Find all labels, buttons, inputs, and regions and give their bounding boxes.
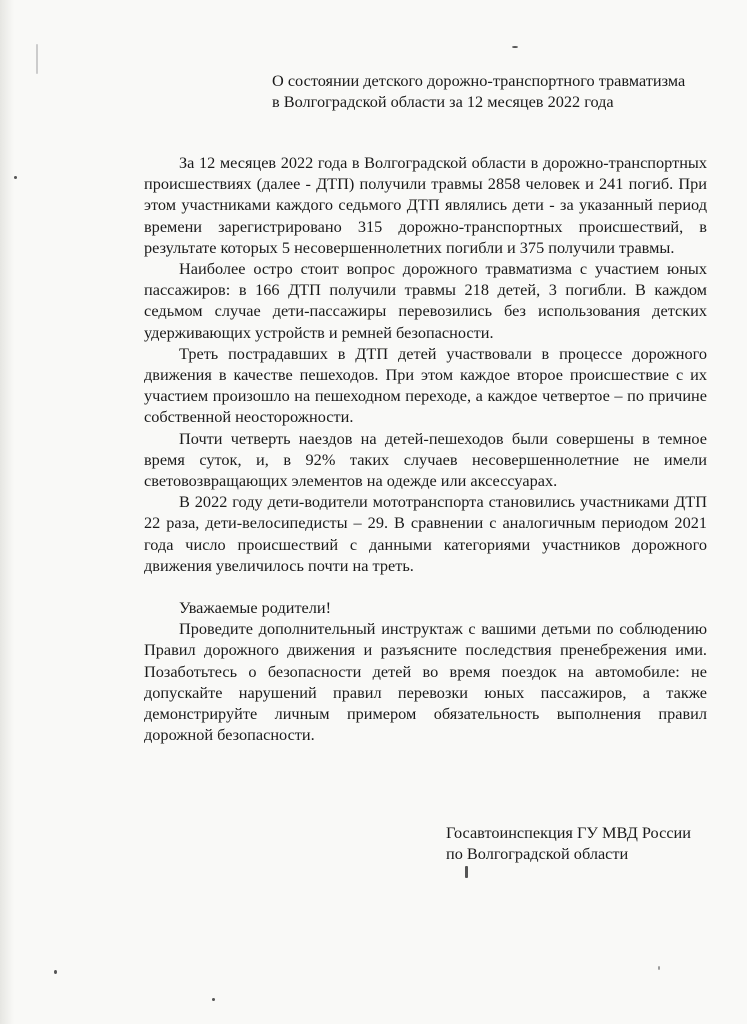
scan-edge-shadow <box>0 0 14 1024</box>
paragraph-statistics: За 12 месяцев 2022 года в Волгоградской области в дорожно-транспортных происшествиях (далее - ДТП) получили травмы 2858 человек и 241 погиб. При этом участниками каждого седьмого ДТП являлись дети - за указанный период времени зарегистрировано 315 дорожно-транспортных происшествий, в результате которых 5 несовершеннолетних погибли и 375 получили травмы. <box>144 153 707 257</box>
title-line-2: в Волгоградской области за 12 месяцев 2022 года <box>272 92 614 111</box>
title-line-1: О состоянии детского дорожно-транспортного травматизма <box>272 71 686 90</box>
paragraph-pedestrians: Треть пострадавших в ДТП детей участвовали в процессе дорожного движения в качестве пешеходов. При этом каждое второе происшествие с их участием произошло на пешеходном переходе, а каждое четвертое – по причине собственной неосторожности. <box>144 343 707 427</box>
scan-speck <box>54 970 57 974</box>
scan-speck <box>512 46 518 48</box>
scan-speck <box>465 866 468 878</box>
document-body <box>144 152 707 745</box>
paragraph-drivers: В 2022 году дети-водители мототранспорта становились участниками ДТП 22 раза, дети-велосипедисты – 29. В сравнении с аналогичным периодом 2021 года число происшествий с данными категориями участников дорожного движения увеличилось почти на треть. <box>144 492 707 575</box>
signature-line-1: Госавтоинспекция ГУ МВД России <box>446 823 691 842</box>
scan-speck <box>658 966 660 970</box>
document-title <box>272 70 732 112</box>
paragraph-dark-time: Почти четверть наездов на детей-пешеходов были совершены в темное время суток, и, в 92% таких случаев несовершеннолетние не имели световозвращающих элементов на одежде или аксессуарах. <box>144 428 707 491</box>
scan-speck <box>36 44 38 74</box>
address-parents: Уважаемые родители! <box>179 598 332 618</box>
scan-speck <box>14 176 17 179</box>
paragraph-passengers: Наиболее остро стоит вопрос дорожного травматизма с участием юных пассажиров: в 166 ДТП получили травмы 218 детей, 3 погибли. В каждом седьмом случае дети-пассажиры перевозились без использования детских удерживающих устройств и ремней безопасности. <box>144 259 707 342</box>
signature-line-2: по Волгоградской области <box>446 844 629 863</box>
scan-speck <box>212 998 215 1001</box>
paragraph-appeal: Проведите дополнительный инструктаж с вашими детьми по соблюдению Правил дорожного движения и разъясните последствия пренебрежения ими. Позаботьтесь о безопасности детей во время поездок на автомобиле: не допускайте нарушений правил перевозки юных пассажиров, а также демонстрируйте личным примером обязательность выполнения правил дорожной безопасности. <box>144 619 707 745</box>
signature-block <box>446 822 736 864</box>
